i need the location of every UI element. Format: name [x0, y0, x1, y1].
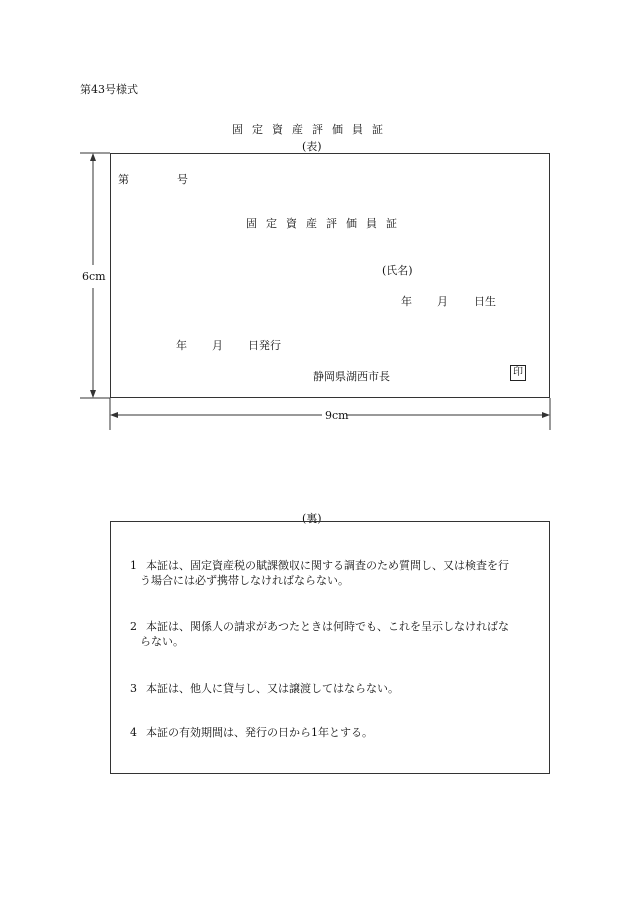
name-label: (氏名) — [382, 264, 413, 277]
issuer-name: 静岡県湖西市長 — [313, 370, 390, 383]
birth-year: 年 — [401, 295, 412, 308]
issue-year: 年 — [176, 339, 187, 352]
item-text-continued: う場合には必ず携帯しなければならない。 — [140, 574, 349, 587]
item-number: 4 — [130, 726, 137, 739]
item-number: 3 — [130, 682, 137, 695]
back-item-4 — [130, 725, 540, 740]
item-number: 1 — [130, 559, 137, 572]
birth-month: 月 — [437, 295, 448, 308]
birth-day: 日生 — [474, 295, 496, 308]
item-text: 本証は、関係人の請求があつたときは何時でも、これを呈示しなければな — [146, 620, 509, 633]
item-text: 本証は、固定資産税の賦課徴収に関する調査のため質問し、又は検査を行 — [146, 559, 509, 572]
id-card-front — [110, 153, 550, 398]
card-number-suffix: 号 — [177, 173, 188, 186]
seal-mark: 印 — [510, 365, 526, 381]
height-dimension-label: 6cm — [82, 270, 106, 283]
back-side-label: (裏) — [302, 512, 322, 525]
issue-day: 日発行 — [248, 339, 281, 352]
back-item-2 — [130, 619, 540, 649]
back-item-1 — [130, 558, 540, 588]
item-text-continued: らない。 — [140, 635, 184, 648]
card-title: 固定資産評価員証 — [246, 217, 406, 230]
back-item-3 — [130, 681, 540, 696]
front-side-label: (表) — [302, 140, 322, 153]
item-text: 本証の有効期間は、発行の日から1年とする。 — [146, 726, 373, 739]
front-page-title: 固定資産評価員証 — [232, 123, 392, 136]
item-number: 2 — [130, 620, 137, 633]
issue-month: 月 — [212, 339, 223, 352]
form-number: 第43号様式 — [80, 83, 138, 96]
card-number-prefix: 第 — [118, 173, 129, 186]
width-dimension-label: 9cm — [325, 409, 349, 422]
item-text: 本証は、他人に貸与し、又は譲渡してはならない。 — [146, 682, 399, 695]
